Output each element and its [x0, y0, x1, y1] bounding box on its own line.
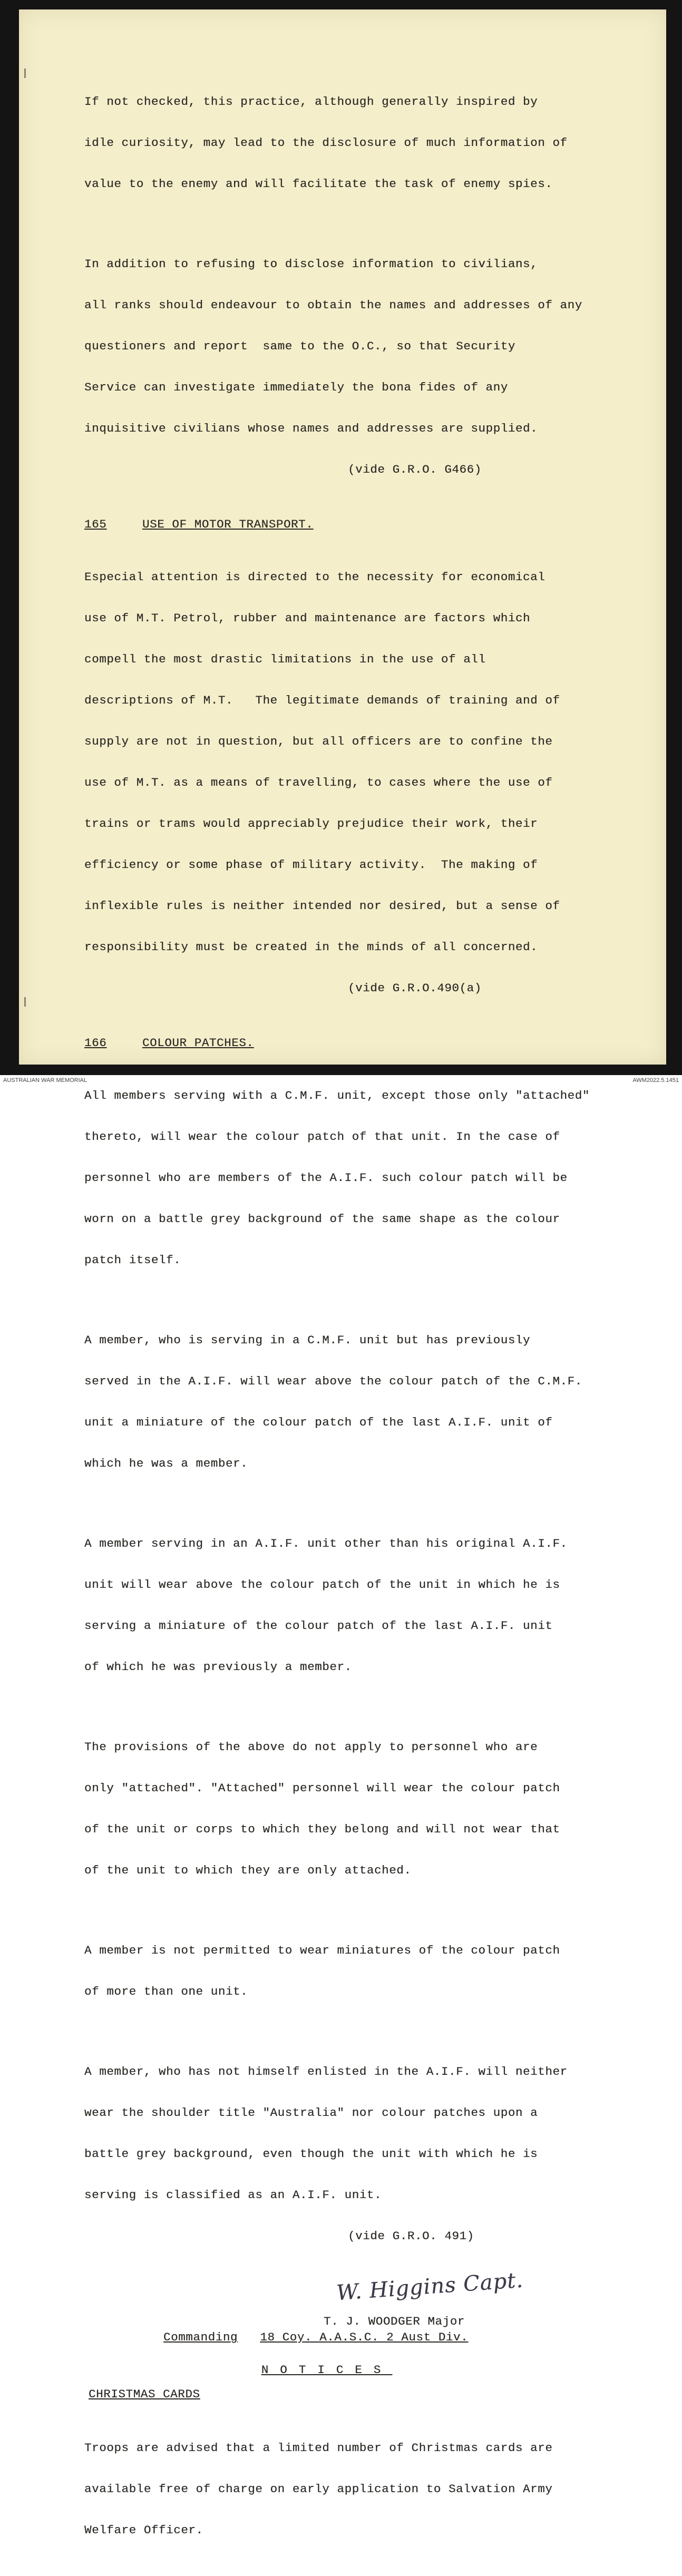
- text-line: of which he was previously a member.: [84, 1660, 352, 1674]
- section-title: USE OF MOTOR TRANSPORT.: [142, 518, 314, 531]
- commanding-label: Commanding: [163, 2330, 238, 2344]
- text-line: A member, who is serving in a C.M.F. unit but has previously: [84, 1333, 531, 1347]
- section-166-heading: [84, 1036, 632, 1050]
- punch-mark: [24, 69, 26, 78]
- text-line: inflexible rules is neither intended nor desired, but a sense of: [84, 899, 560, 913]
- colour-patch-paragraph: [84, 1713, 632, 1905]
- text-line: battle grey background, even though the unit with which he is: [84, 2147, 538, 2161]
- gro-reference: (vide G.R.O.490(a): [348, 981, 482, 995]
- text-line: idle curiosity, may lead to the disclosure of much information of: [84, 136, 568, 150]
- text-line: compell the most drastic limitations in the use of all: [84, 652, 486, 666]
- colour-patch-paragraph: [84, 1061, 632, 1294]
- gro-reference: (vide G.R.O. G466): [348, 463, 482, 476]
- text-line: wear the shoulder title "Australia" nor colour patches upon a: [84, 2106, 538, 2120]
- section-165-heading: [84, 518, 632, 531]
- archive-reference: AWM2022.5.1451: [632, 1077, 679, 1084]
- text-line: unit a miniature of the colour patch of the last A.I.F. unit of: [84, 1416, 553, 1429]
- text-line: personnel who are members of the A.I.F. such colour patch will be: [84, 1171, 568, 1185]
- text-line: A member serving in an A.I.F. unit other than his original A.I.F.: [84, 1537, 568, 1550]
- text-line: In addition to refusing to disclose information to civilians,: [84, 257, 538, 271]
- colour-patch-paragraph: [84, 2037, 632, 2270]
- document-body: [84, 67, 632, 2576]
- text-line: trains or trams would appreciably prejudice their work, their: [84, 817, 538, 831]
- handwritten-signature: W. Higgins Capt.: [335, 2268, 524, 2306]
- text-line: use of M.T. as a means of travelling, to cases where the use of: [84, 776, 553, 789]
- text-line: All members serving with a C.M.F. unit, except those only "attached": [84, 1089, 590, 1102]
- text-line: Especial attention is directed to the necessity for economical: [84, 570, 545, 584]
- text-line: of more than one unit.: [84, 1985, 248, 1998]
- christmas-cards-paragraph: [84, 2414, 632, 2564]
- text-line: unit will wear above the colour patch of the unit in which he is: [84, 1578, 560, 1592]
- punch-mark: [24, 997, 26, 1007]
- text-line: Service can investigate immediately the bona fides of any: [84, 380, 508, 394]
- text-line: of the unit or corps to which they belong and will not wear that: [84, 1822, 560, 1836]
- text-line: worn on a battle grey background of the same shape as the colour: [84, 1212, 560, 1226]
- motor-transport-paragraph: [84, 543, 632, 1022]
- text-line: value to the enemy and will facilitate the task of enemy spies.: [84, 177, 553, 191]
- text-line: serving a miniature of the colour patch of the last A.I.F. unit: [84, 1619, 553, 1633]
- signature-block: [84, 2268, 632, 2349]
- text-line: The provisions of the above do not apply to personnel who are: [84, 1740, 538, 1754]
- text-line: patch itself.: [84, 1253, 181, 1267]
- text-line: efficiency or some phase of military activity. The making of: [84, 858, 538, 872]
- refusing-paragraph: [84, 230, 632, 504]
- text-line: serving is classified as an A.I.F. unit.: [84, 2188, 382, 2202]
- text-line: inquisitive civilians whose names and addresses are supplied.: [84, 422, 538, 435]
- text-line: all ranks should endeavour to obtain the names and addresses of any: [84, 298, 582, 312]
- intro-paragraph: [84, 67, 632, 218]
- text-line: responsibility must be created in the minds of all concerned.: [84, 940, 538, 954]
- text-line: use of M.T. Petrol, rubber and maintenance are factors which: [84, 611, 531, 625]
- notices-heading: NOTICES: [261, 2363, 393, 2377]
- section-number: 165: [84, 518, 107, 531]
- text-line: served in the A.I.F. will wear above the colour patch of the C.M.F.: [84, 1374, 582, 1388]
- commanding-line: [163, 2330, 468, 2344]
- colour-patch-paragraph: [84, 1916, 632, 2026]
- text-line: If not checked, this practice, although generally inspired by: [84, 95, 538, 109]
- officer-name: T. J. WOODGER Major: [324, 2315, 465, 2328]
- text-line: Troops are advised that a limited number of Christmas cards are: [84, 2441, 553, 2455]
- christmas-cards-heading: CHRISTMAS CARDS: [89, 2387, 200, 2401]
- text-line: A member is not permitted to wear miniatures of the colour patch: [84, 1944, 560, 1957]
- unit-name: 18 Coy. A.A.S.C. 2 Aust Div.: [260, 2330, 469, 2344]
- text-line: supply are not in question, but all officers are to confine the: [84, 735, 553, 748]
- text-line: descriptions of M.T. The legitimate demands of training and of: [84, 694, 560, 707]
- text-line: which he was a member.: [84, 1457, 248, 1470]
- text-line: only "attached". "Attached" personnel will wear the colour patch: [84, 1781, 560, 1795]
- text-line: thereto, will wear the colour patch of that unit. In the case of: [84, 1130, 560, 1144]
- text-line: of the unit to which they are only attached.: [84, 1863, 412, 1877]
- section-number: 166: [84, 1036, 107, 1050]
- text-line: Welfare Officer.: [84, 2523, 203, 2537]
- colour-patch-paragraph: [84, 1509, 632, 1701]
- colour-patch-paragraph: [84, 1306, 632, 1498]
- text-line: available free of charge on early application to Salvation Army: [84, 2482, 553, 2496]
- text-line: questioners and report same to the O.C., so that Security: [84, 339, 515, 353]
- text-line: A member, who has not himself enlisted in the A.I.F. will neither: [84, 2065, 568, 2079]
- archive-footer: [0, 1075, 682, 1086]
- gro-reference: (vide G.R.O. 491): [348, 2229, 474, 2243]
- archive-name: AUSTRALIAN WAR MEMORIAL: [3, 1077, 87, 1084]
- section-title: COLOUR PATCHES.: [142, 1036, 254, 1050]
